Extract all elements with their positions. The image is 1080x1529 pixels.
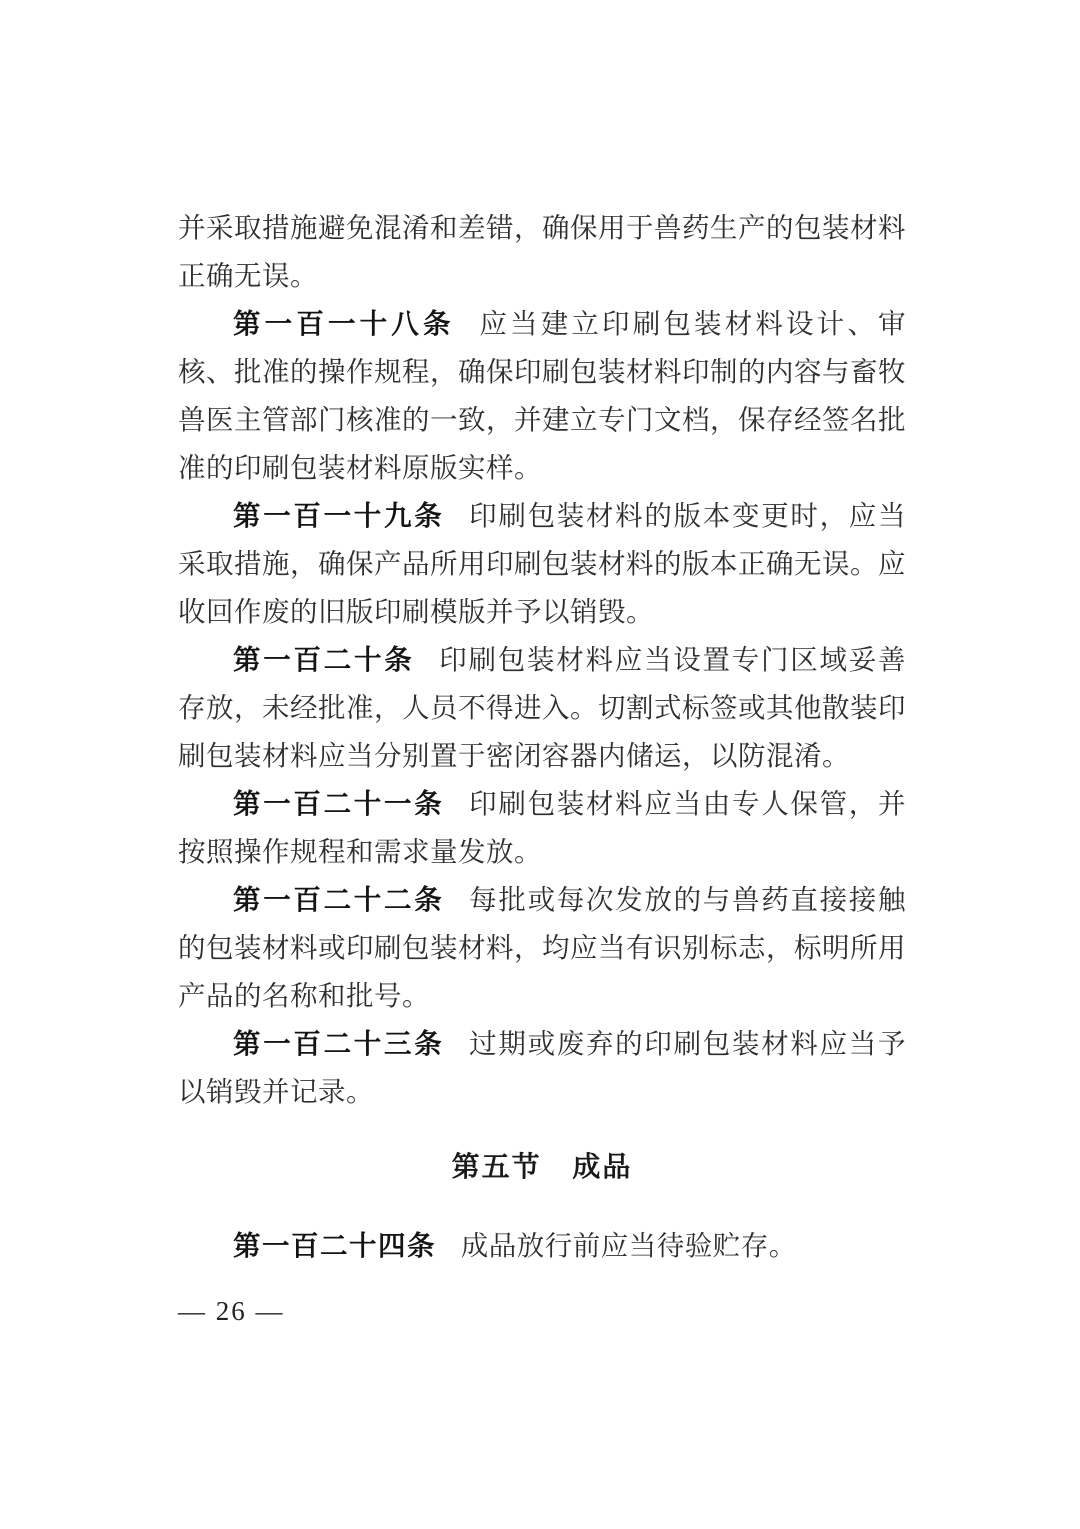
paragraph-continuation: 并采取措施避免混淆和差错，确保用于兽药生产的包装材料正确无误。	[178, 212, 906, 291]
article-119-text: 印刷包装材料的版本变更时，应当采取措施，确保产品所用印刷包装材料的版本正确无误。应收回作废的旧版印刷模版并予以销毁。	[178, 500, 907, 627]
article-119-number: 第一百一十九条	[233, 500, 445, 531]
article-124-text: 成品放行前应当待验贮存。	[460, 1230, 797, 1261]
article-123-number: 第一百二十三条	[233, 1028, 445, 1059]
page-number: — 26 —	[178, 1296, 285, 1326]
article-121-text: 印刷包装材料应当由专人保管，并按照操作规程和需求量发放。	[178, 788, 907, 867]
article-118	[178, 300, 906, 492]
article-124-number: 第一百二十四条	[233, 1230, 436, 1261]
article-121-number: 第一百二十一条	[233, 788, 445, 819]
article-120	[178, 636, 906, 780]
article-123	[178, 1020, 906, 1116]
article-122-number: 第一百二十二条	[233, 884, 445, 915]
article-121	[178, 780, 906, 876]
article-118-text: 应当建立印刷包装材料设计、审核、批准的操作规程，确保印刷包装材料印制的内容与畜牧兽医主管部门核准的一致，并建立专门文档，保存经签名批准的印刷包装材料原版实样。	[178, 308, 907, 483]
article-122-text: 每批或每次发放的与兽药直接接触的包装材料或印刷包装材料，均应当有识别标志，标明所用产品的名称和批号。	[178, 884, 907, 1011]
page-footer	[178, 1294, 906, 1328]
section-heading-label: 第五节	[451, 1152, 542, 1183]
article-120-text: 印刷包装材料应当设置专门区域妥善存放，未经批准，人员不得进入。切割式标签或其他散装印刷包装材料应当分别置于密闭容器内储运，以防混淆。	[178, 644, 906, 771]
article-123-text: 过期或废弃的印刷包装材料应当予以销毁并记录。	[178, 1028, 907, 1107]
article-118-number: 第一百一十八条	[233, 308, 455, 339]
article-124	[178, 1222, 906, 1270]
article-120-number: 第一百二十条	[233, 644, 415, 675]
section-heading	[178, 1144, 906, 1192]
page-content	[178, 204, 906, 1328]
article-119	[178, 492, 906, 636]
article-122	[178, 876, 906, 1020]
section-heading-title: 成品	[572, 1152, 633, 1183]
